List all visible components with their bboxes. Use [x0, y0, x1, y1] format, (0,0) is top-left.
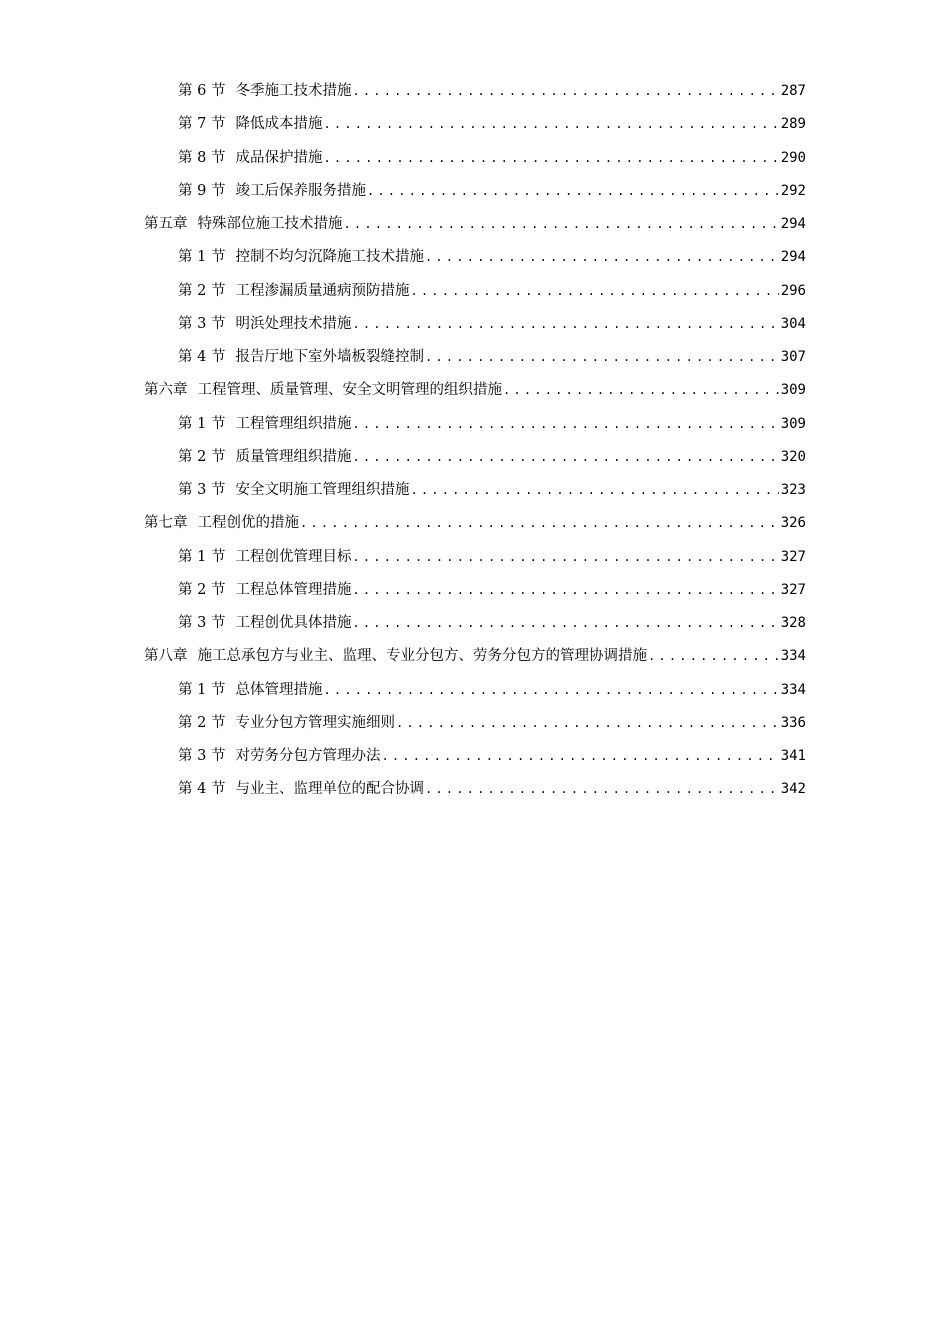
- dot-leader: [367, 175, 779, 208]
- toc-number: 第 1 节: [178, 249, 226, 266]
- toc-title: 明浜处理技术措施: [235, 315, 352, 332]
- dot-leader: [344, 208, 779, 241]
- toc-entry[interactable]: [0, 75, 950, 108]
- toc-title: 报告厅地下室外墙板裂缝控制: [235, 349, 424, 366]
- toc-title: 冬季施工技术措施: [235, 83, 352, 100]
- dot-leader: [503, 374, 779, 407]
- dot-leader: [352, 408, 778, 441]
- toc-page-number: 296: [780, 282, 806, 299]
- toc-chapter-entry[interactable]: [0, 640, 950, 673]
- toc-page-number: 336: [780, 714, 806, 731]
- toc-number: 第 3 节: [178, 748, 226, 765]
- dot-leader: [352, 441, 778, 474]
- toc-number: 第 7 节: [178, 116, 226, 133]
- toc-number: 第六章: [144, 382, 188, 399]
- dot-leader: [352, 75, 778, 108]
- toc-page-number: 307: [780, 349, 806, 366]
- toc-entry[interactable]: [0, 674, 950, 707]
- toc-title: 成品保护措施: [235, 149, 323, 166]
- toc-title: 工程创优具体措施: [235, 615, 352, 632]
- toc-page-number: 294: [780, 216, 806, 233]
- toc-title: 控制不均匀沉降施工技术措施: [235, 249, 424, 266]
- toc-title: 工程管理、质量管理、安全文明管理的组织措施: [197, 382, 502, 399]
- toc-entry[interactable]: [0, 574, 950, 607]
- dot-leader: [352, 607, 778, 640]
- toc-entry[interactable]: [0, 341, 950, 374]
- dot-leader: [425, 773, 779, 806]
- toc-number: 第 2 节: [178, 714, 226, 731]
- toc-number: 第 8 节: [178, 149, 226, 166]
- toc-entry[interactable]: [0, 441, 950, 474]
- toc-chapter-entry[interactable]: [0, 507, 950, 540]
- dot-leader: [396, 707, 779, 740]
- toc-page-number: 334: [780, 648, 806, 665]
- toc-title: 安全文明施工管理组织措施: [235, 482, 410, 499]
- toc-number: 第 1 节: [178, 415, 226, 432]
- dot-leader: [410, 474, 778, 507]
- toc-title: 质量管理组织措施: [235, 448, 352, 465]
- toc-entry[interactable]: [0, 773, 950, 806]
- toc-chapter-entry[interactable]: [0, 374, 950, 407]
- dot-leader: [323, 142, 778, 175]
- dot-leader: [323, 674, 778, 707]
- toc-number: 第 6 节: [178, 83, 226, 100]
- toc-page-number: 309: [780, 415, 806, 432]
- toc-entry[interactable]: [0, 308, 950, 341]
- toc-number: 第 1 节: [178, 681, 226, 698]
- toc-number: 第 3 节: [178, 315, 226, 332]
- toc-number: 第七章: [144, 515, 188, 532]
- toc-page-number: 289: [780, 116, 806, 133]
- toc-title: 降低成本措施: [235, 116, 323, 133]
- toc-number: 第 1 节: [178, 548, 226, 565]
- dot-leader: [381, 740, 778, 773]
- toc-page-number: 327: [780, 548, 806, 565]
- toc-title: 工程创优管理目标: [235, 548, 352, 565]
- toc-page-number: 328: [780, 615, 806, 632]
- toc-number: 第 2 节: [178, 581, 226, 598]
- toc-page-number: 290: [780, 149, 806, 166]
- toc-number: 第 3 节: [178, 482, 226, 499]
- toc-number: 第 4 节: [178, 781, 226, 798]
- toc-title: 工程创优的措施: [197, 515, 299, 532]
- toc-title: 工程渗漏质量通病预防措施: [235, 282, 410, 299]
- toc-title: 工程总体管理措施: [235, 581, 352, 598]
- toc-entry[interactable]: [0, 108, 950, 141]
- toc-title: 专业分包方管理实施细则: [235, 714, 395, 731]
- toc-entry[interactable]: [0, 275, 950, 308]
- toc-title: 总体管理措施: [235, 681, 323, 698]
- toc-page-number: 304: [780, 315, 806, 332]
- toc-chapter-entry[interactable]: [0, 208, 950, 241]
- toc-entry[interactable]: [0, 740, 950, 773]
- toc-number: 第 4 节: [178, 349, 226, 366]
- dot-leader: [300, 507, 779, 540]
- table-of-contents: [0, 75, 950, 807]
- dot-leader: [352, 308, 778, 341]
- toc-page-number: 294: [780, 249, 806, 266]
- toc-page-number: 323: [780, 482, 806, 499]
- dot-leader: [352, 574, 778, 607]
- dot-leader: [352, 541, 778, 574]
- toc-entry[interactable]: [0, 142, 950, 175]
- toc-number: 第五章: [144, 216, 188, 233]
- toc-title: 竣工后保养服务措施: [235, 182, 366, 199]
- toc-page-number: 309: [780, 382, 806, 399]
- toc-number: 第 2 节: [178, 282, 226, 299]
- toc-title: 对劳务分包方管理办法: [235, 748, 381, 765]
- toc-entry[interactable]: [0, 607, 950, 640]
- toc-page-number: 287: [780, 83, 806, 100]
- dot-leader: [425, 241, 779, 274]
- dot-leader: [323, 108, 778, 141]
- toc-page-number: 334: [780, 681, 806, 698]
- toc-page-number: 342: [780, 781, 806, 798]
- toc-entry[interactable]: [0, 541, 950, 574]
- toc-title: 工程管理组织措施: [235, 415, 352, 432]
- dot-leader: [648, 640, 779, 673]
- toc-number: 第 3 节: [178, 615, 226, 632]
- dot-leader: [410, 275, 778, 308]
- toc-number: 第 2 节: [178, 448, 226, 465]
- toc-title: 施工总承包方与业主、监理、专业分包方、劳务分包方的管理协调措施: [197, 648, 647, 665]
- dot-leader: [425, 341, 779, 374]
- toc-page-number: 326: [780, 515, 806, 532]
- toc-entry[interactable]: [0, 408, 950, 441]
- toc-page-number: 292: [780, 182, 806, 199]
- toc-entry[interactable]: [0, 175, 950, 208]
- toc-number: 第 9 节: [178, 182, 226, 199]
- toc-entry[interactable]: [0, 707, 950, 740]
- toc-page-number: 320: [780, 448, 806, 465]
- toc-number: 第八章: [144, 648, 188, 665]
- toc-page-number: 327: [780, 581, 806, 598]
- toc-entry[interactable]: [0, 241, 950, 274]
- toc-title: 与业主、监理单位的配合协调: [235, 781, 424, 798]
- toc-page-number: 341: [780, 748, 806, 765]
- toc-entry[interactable]: [0, 474, 950, 507]
- toc-title: 特殊部位施工技术措施: [197, 216, 343, 233]
